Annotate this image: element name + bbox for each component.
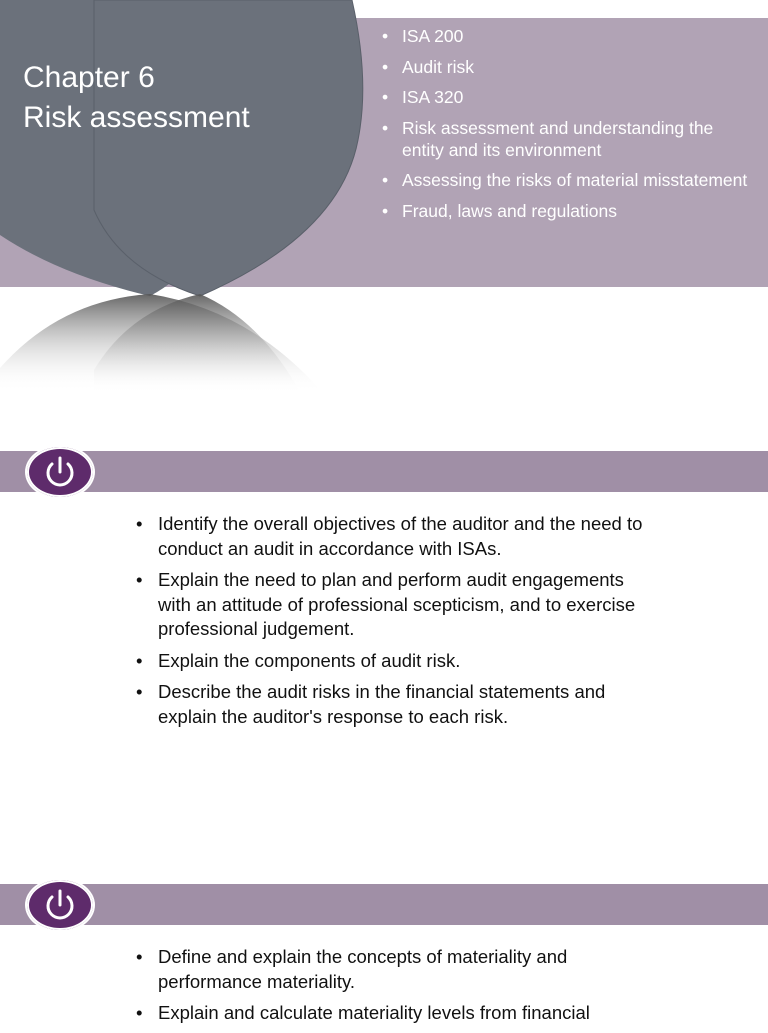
chapter-title — [23, 58, 250, 138]
objectives-list-1 — [136, 512, 656, 736]
topic-item: • Fraud, laws and regulations — [382, 200, 617, 221]
objective-item: • Explain and calculate materiality levels from financial — [136, 1002, 590, 1023]
objectives-header-bar-1 — [0, 451, 768, 492]
topic-item: • Risk assessment and understanding the entity and its environment — [382, 117, 714, 160]
power-icon — [27, 447, 93, 497]
power-icon — [27, 880, 93, 930]
objectives-header-bar-2 — [0, 884, 768, 925]
topic-item: • ISA 320 — [382, 87, 464, 107]
chapter-number: Chapter 6 — [23, 61, 155, 94]
objectives-list-2 — [136, 945, 656, 1033]
cover-slide — [0, 0, 768, 400]
objective-item: • Explain the need to plan and perform audit engagements with an attitude of professional scepticism, and to exercise professional judgement. — [136, 569, 636, 639]
topic-list — [382, 25, 752, 230]
topic-item: • Audit risk — [382, 56, 474, 77]
right-petal-shape — [94, 0, 363, 296]
objective-item: • Explain the components of audit risk. — [136, 649, 461, 671]
objective-item: • Describe the audit risks in the financial statements and explain the auditor's response to each risk. — [136, 681, 606, 727]
topic-item: • Assessing the risks of material misstatement — [382, 170, 748, 190]
chapter-name: Risk assessment — [23, 101, 250, 134]
objective-item: • Identify the overall objectives of the auditor and the need to conduct an audit in accordance with ISAs. — [136, 513, 643, 559]
topic-item: • ISA 200 — [382, 26, 464, 46]
objective-item: • Define and explain the concepts of materiality and performance materiality. — [136, 946, 568, 992]
